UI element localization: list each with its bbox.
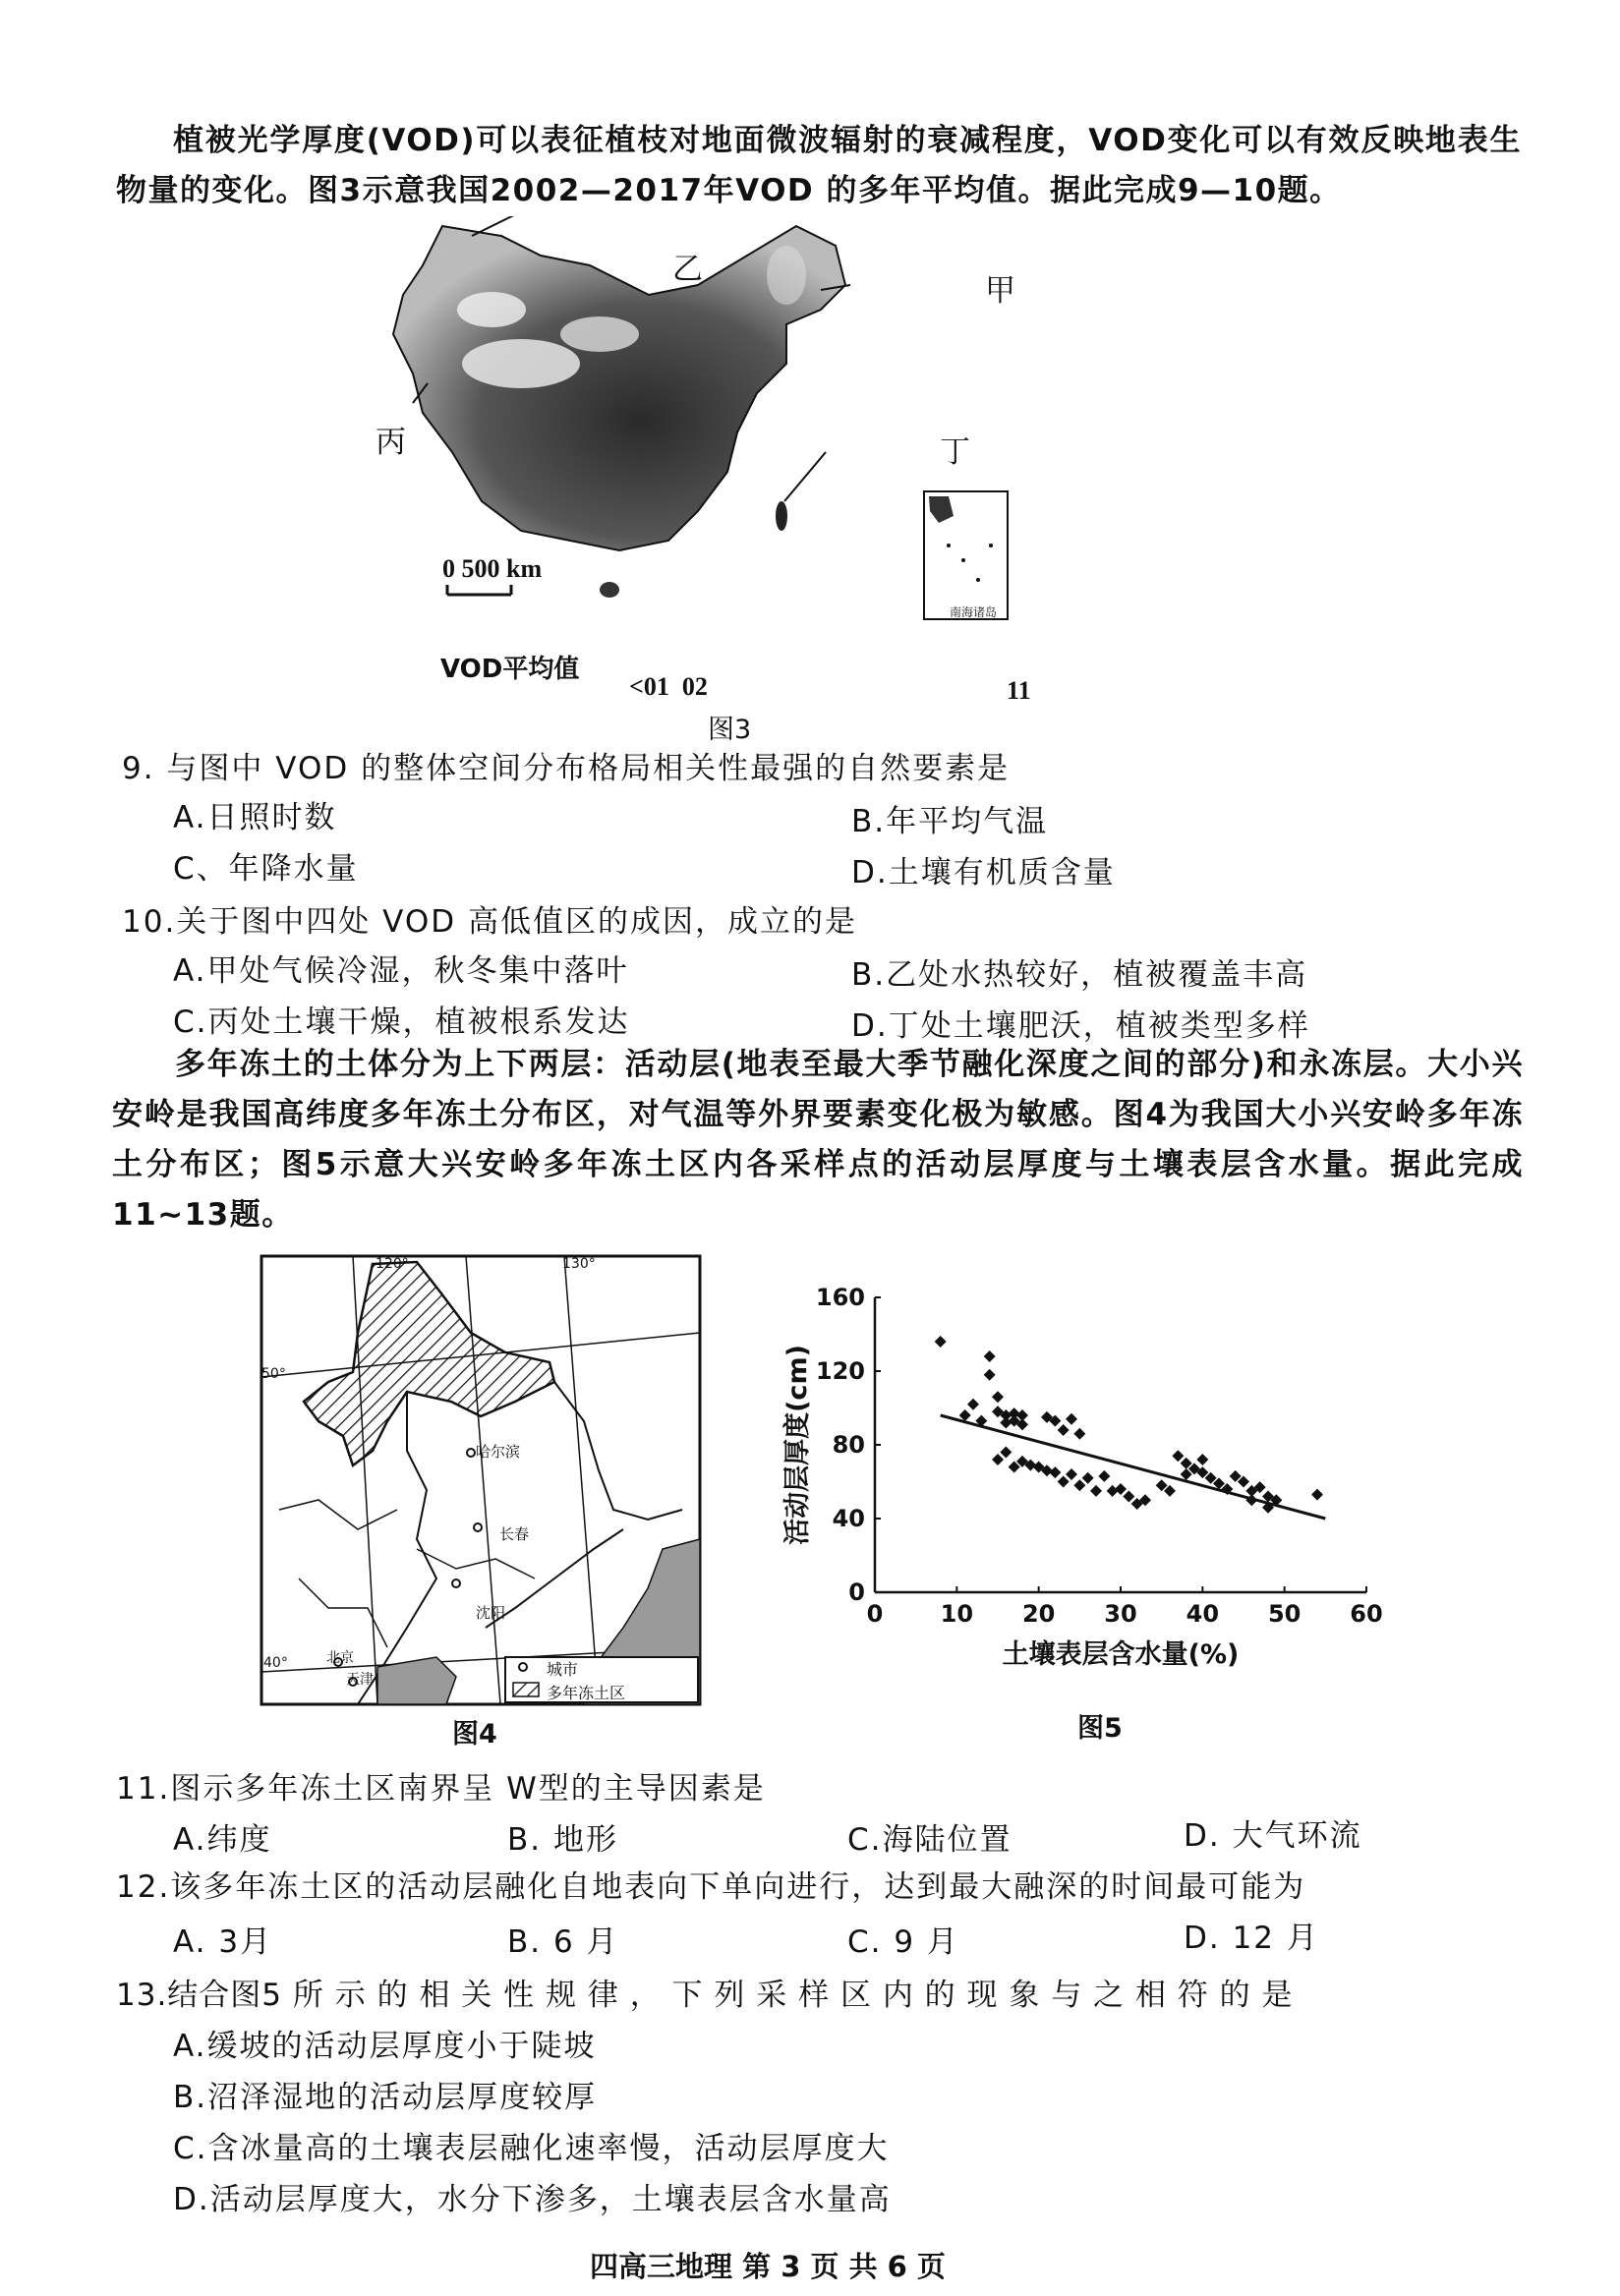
fig5-scatter-chart [777,1268,1425,1681]
q12-option-a: A. 3月 [173,1924,273,1960]
data-point [1066,1413,1077,1425]
fig4-caption: 图4 [452,1719,497,1750]
q9-option-d: D.土壤有机质含量 [851,855,1116,890]
label-bing: 丙 [376,425,406,460]
x-tick-label: 50 [1267,1600,1302,1628]
q12-option-d: D. 12 月 [1184,1921,1319,1956]
q10-option-b: B.乙处水热较好，植被覆盖丰高 [851,957,1308,993]
q11-option-c: C.海陆位置 [847,1822,1012,1858]
q9-option-b: B.年平均气温 [851,804,1049,839]
city-shenyang-label: 沈阳 [476,1604,506,1622]
data-point [967,1399,979,1410]
q12-option-b: B. 6 月 [507,1924,619,1960]
data-point [984,1369,996,1381]
data-point [1073,1428,1085,1440]
label-ding: 丁 [940,434,970,470]
q10-option-d: D.丁处土壤肥沃，植被类型多样 [851,1008,1310,1044]
data-point [1073,1479,1085,1491]
data-point [992,1391,1004,1403]
q12-option-c: C. 9 月 [847,1924,959,1960]
q11-stem: 11.图示多年冻土区南界呈 W型的主导因素是 [116,1771,766,1807]
data-point [1082,1472,1094,1484]
q13-option-b: B.沼泽湿地的活动层厚度较厚 [173,2080,598,2115]
data-point [1066,1468,1077,1480]
city-tianjin-label: 天津 [346,1672,374,1688]
page-footer: 四高三地理 第 3 页 共 6 页 [590,2250,946,2283]
q9-option-a: A.日照时数 [173,800,337,835]
data-point [1196,1454,1208,1465]
vod-legend-high: 11 [1007,676,1031,705]
intro-paragraph-vod: 植被光学厚度(VOD)可以表征植枝对地面微波辐射的衰减程度，VOD变化可以有效反映地表生物量的变化。图3示意我国2002—2017年VOD 的多年平均值。据此完成9—10题。 [116,123,1522,208]
city-harbin-label: 哈尔滨 [476,1443,521,1461]
y-axis-label: 活动层厚度(cm) [782,1345,813,1545]
q9-option-c: C、年降水量 [173,851,359,887]
data-point [1000,1417,1012,1429]
lon-130-label: 130° [562,1256,596,1272]
q11-option-d: D. 大气环流 [1184,1818,1362,1854]
q13-option-a: A.缓坡的活动层厚度小于陡坡 [173,2029,597,2064]
q13-option-c: C.含冰量高的土壤表层融化速率慢，活动层厚度大 [173,2131,890,2166]
x-tick-label: 10 [940,1600,974,1628]
vod-legend-title: VOD平均值 [440,655,580,684]
data-point [1058,1476,1070,1488]
data-point [1115,1483,1127,1495]
q9-stem: 9. 与图中 VOD 的整体空间分布格局相关性最强的自然要素是 [122,751,1011,786]
q13-stem: 13.结合图5 所 示 的 相 关 性 规 律 ， 下 列 采 样 区 内 的 现 象 与 之 相 符 的 是 [116,1978,1294,2013]
permafrost-map [260,1254,702,1706]
q12-stem: 12.该多年冻土区的活动层融化自地表向下单向进行，达到最大融深的时间最可能为 [116,1869,1306,1905]
fig3-caption: 图3 [708,715,752,745]
data-point [1000,1447,1012,1459]
y-tick-label: 80 [832,1431,865,1459]
data-point [1311,1489,1323,1501]
x-tick-label: 40 [1186,1600,1220,1628]
q10-option-a: A.甲处气候冷湿，秋冬集中落叶 [173,953,629,989]
q11-option-a: A.纬度 [173,1822,272,1858]
lat-50-label: 50° [261,1366,286,1382]
x-tick-label: 0 [866,1600,884,1628]
city-beijing-label: 北京 [326,1650,354,1666]
x-tick-label: 20 [1021,1600,1056,1628]
data-point [1245,1494,1257,1506]
lat-40-label: 40° [263,1655,288,1671]
data-point [1058,1424,1070,1436]
x-axis-label: 土壤表层含水量(%) [1002,1639,1240,1670]
y-tick-label: 160 [815,1284,865,1311]
data-point [1090,1485,1102,1497]
label-jia: 甲 [985,273,1015,309]
leader-ding [784,452,826,501]
legend-permafrost-symbol [513,1683,539,1696]
city-changchun-label: 长春 [499,1525,530,1543]
y-tick-label: 120 [815,1357,865,1385]
x-tick-label: 60 [1350,1600,1383,1628]
data-point [1123,1491,1134,1503]
scale-label: 0 500 km [442,554,543,583]
vod-legend-low: <01 02 [629,672,708,701]
data-point [992,1454,1004,1465]
data-point [1107,1485,1119,1497]
x-tick-label: 30 [1104,1600,1137,1628]
data-point [1172,1450,1184,1462]
q13-option-d: D.活动层厚度大，水分下渗多，土壤表层含水量高 [173,2182,892,2217]
data-point [935,1336,947,1348]
intro-paragraph-permafrost: 多年冻土的土体分为上下两层：活动层(地表至最大季节融化深度之间的部分)和永冻层。大小兴安岭是我国高纬度多年冻土分布区，对气温等外界要素变化极为敏感。图4为我国大小兴安岭多年冻土分布区；图5示意大兴安岭多年冻土区内各采样点的活动层厚度与土壤表层含水量。据此完成11~13题。 [112,1047,1524,1233]
y-tick-label: 0 [848,1578,865,1606]
legend-city-label: 城市 [547,1660,579,1679]
q11-option-b: B. 地形 [507,1822,618,1858]
y-tick-label: 40 [832,1505,865,1532]
data-point [1098,1470,1110,1482]
q10-option-c: C.丙处土壤干燥，植被根系发达 [173,1004,630,1040]
data-point [984,1350,996,1362]
inset-label: 南海诸岛 [950,605,998,619]
lon-120-label: 120° [376,1256,409,1272]
data-point [1049,1466,1061,1478]
q10-stem: 10.关于图中四处 VOD 高低值区的成因，成立的是 [122,904,857,940]
fig5-caption: 图5 [1077,1713,1123,1744]
label-yi: 乙 [672,252,703,287]
legend-permafrost-label: 多年冻土区 [547,1684,626,1702]
